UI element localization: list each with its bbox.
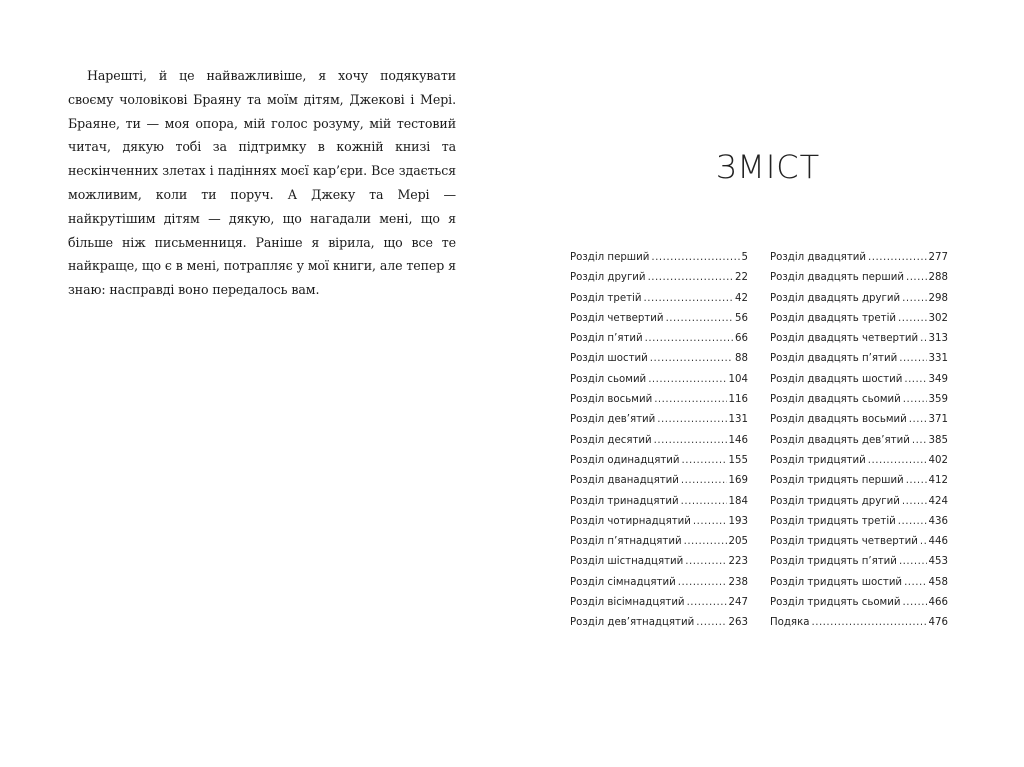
toc-entry-page-number: 288 [928, 272, 948, 284]
toc-entry-page-number: 436 [928, 515, 948, 527]
toc-entry-page-number: 247 [728, 597, 748, 609]
toc-entry-label: Розділ тридцять четвертий [770, 536, 918, 548]
toc-entry-page-number: 412 [928, 475, 948, 487]
toc-dot-leader [684, 536, 727, 547]
toc-entry-label: Розділ двадцять третій [770, 312, 897, 324]
toc-entry-label: Розділ тридцять перший [770, 475, 904, 487]
toc-entry[interactable] [770, 394, 948, 414]
toc-entry[interactable] [570, 475, 748, 495]
toc-entry-label: Розділ п’ятий [570, 333, 643, 345]
toc-entry[interactable] [770, 353, 948, 373]
toc-entry[interactable] [770, 374, 948, 394]
toc-entry[interactable] [770, 597, 948, 617]
toc-entry-page-number: 131 [728, 414, 748, 426]
toc-dot-leader [903, 394, 927, 405]
toc-entry-page-number: 5 [741, 252, 748, 263]
toc-entry[interactable] [570, 617, 748, 637]
toc-entry-label: Розділ тридцять сьомий [770, 597, 901, 609]
toc-entry-page-number: 22 [735, 272, 748, 284]
toc-entry-page-number: 88 [735, 353, 748, 365]
toc-dot-leader [920, 333, 926, 344]
toc-entry-label: Розділ двадцять шостий [770, 373, 903, 385]
toc-entry-page-number: 184 [728, 495, 748, 507]
toc-entry-page-number: 458 [928, 576, 948, 588]
toc-entry[interactable] [770, 313, 948, 333]
toc-entry[interactable] [770, 414, 948, 434]
toc-dot-leader [868, 455, 927, 466]
toc-dot-leader [899, 353, 926, 364]
toc-entry[interactable] [770, 272, 948, 292]
toc-entry-page-number: 193 [728, 515, 748, 527]
toc-dot-leader [902, 496, 927, 507]
toc-dot-leader [650, 353, 733, 364]
toc-dot-leader [651, 252, 739, 263]
toc-entry[interactable] [570, 394, 748, 414]
toc-entry-page-number: 42 [735, 292, 748, 304]
toc-entry[interactable] [570, 333, 748, 353]
toc-entry-label: Розділ п’ятнадцятий [570, 536, 682, 548]
toc-entry-page-number: 371 [928, 414, 948, 426]
acknowledgement-paragraph: Нарешті, й це найважливіше, я хочу подякувати своєму чоловікові Браяну та моїм дітям, Джекові і Мері. Браяне, ти — моя опора, мій голос розуму, мій тестовий читач, дякую тобі за підтримку в кожній книзі та нескінченних злетах і падіннях моєї кар’єри. Все здається можливим, коли ти поруч. А Джеку та Мері — найкрутішим дітям — дякую, що нагадали мені, що я більше ніж письменниця. Раніше я вірила, що все те найкраще, що є в мені, потрапляє у мої книги, але тепер я знаю: насправді воно передалось вам. [68, 68, 456, 298]
toc-entry-page-number: 277 [928, 252, 948, 263]
toc-entry-page-number: 205 [728, 536, 748, 548]
toc-entry-page-number: 424 [928, 495, 948, 507]
toc-entry[interactable] [770, 475, 948, 495]
toc-entry-label: Розділ двадцять сьомий [770, 394, 901, 406]
toc-entry-page-number: 298 [928, 292, 948, 304]
toc-entry[interactable] [570, 414, 748, 434]
toc-dot-leader [868, 252, 927, 263]
toc-dot-leader [687, 597, 727, 608]
toc-column-right [770, 252, 948, 638]
toc-entry-page-number: 263 [728, 617, 748, 629]
toc-dot-leader [681, 475, 727, 486]
toc-dot-leader [657, 414, 726, 425]
toc-entry[interactable] [770, 293, 948, 313]
toc-entry-label: Розділ двадцять дев’ятий [770, 434, 910, 446]
toc-entry-label: Розділ перший [570, 252, 650, 263]
toc-entry-page-number: 116 [728, 394, 748, 406]
toc-dot-leader [666, 313, 733, 324]
toc-entry[interactable] [770, 435, 948, 455]
right-page [512, 0, 1024, 767]
toc-dot-leader [904, 577, 926, 588]
toc-dot-leader [696, 617, 726, 628]
toc-entry-page-number: 56 [735, 312, 748, 324]
toc-entry[interactable] [770, 455, 948, 475]
toc-entry-page-number: 313 [928, 333, 948, 345]
toc-entry[interactable] [570, 536, 748, 556]
toc-entry[interactable] [570, 353, 748, 373]
toc-dot-leader [654, 394, 726, 405]
toc-dot-leader [906, 475, 927, 486]
toc-dot-leader [685, 556, 726, 567]
toc-entry-label: Розділ дев’ятнадцятий [570, 617, 695, 629]
toc-dot-leader [654, 435, 727, 446]
toc-entry[interactable] [770, 252, 948, 272]
toc-entry[interactable] [570, 435, 748, 455]
toc-dot-leader [898, 313, 927, 324]
toc-entry-label: Розділ двадцять п’ятий [770, 353, 898, 365]
toc-entry-page-number: 66 [735, 333, 748, 345]
toc-entry-page-number: 331 [928, 353, 948, 365]
toc-title: ЗМІСТ [715, 148, 821, 186]
toc-entry-label: Розділ двадцять перший [770, 272, 904, 284]
toc-entry[interactable] [570, 455, 748, 475]
toc-entry[interactable] [570, 516, 748, 536]
toc-entry-label: Розділ дванадцятий [570, 475, 679, 487]
toc-entry[interactable] [770, 516, 948, 536]
toc-dot-leader [643, 293, 733, 304]
toc-entry[interactable] [570, 556, 748, 576]
toc-entry[interactable] [570, 252, 748, 272]
toc-dot-leader [920, 536, 927, 547]
toc-entry[interactable] [770, 333, 948, 353]
toc-entry-label: Розділ двадцять другий [770, 292, 901, 304]
toc-entry-page-number: 446 [928, 536, 948, 548]
toc-entry-label: Розділ двадцять восьмий [770, 414, 907, 426]
toc-entry-label: Розділ шістнадцятий [570, 556, 684, 568]
toc-entry-page-number: 223 [728, 556, 748, 568]
toc-entry[interactable] [570, 374, 748, 394]
toc-dot-leader [648, 272, 733, 283]
toc-dot-leader [898, 516, 927, 527]
toc-entry-label: Розділ дев’ятий [570, 414, 656, 426]
toc-entry-label: Розділ десятий [570, 434, 652, 446]
toc-entry[interactable] [770, 577, 948, 597]
toc-entry-label: Розділ тридцять п’ятий [770, 556, 897, 568]
toc-entry[interactable] [570, 496, 748, 516]
toc-dot-leader [693, 516, 727, 527]
toc-dot-leader [906, 272, 927, 283]
toc-entry-page-number: 302 [928, 312, 948, 324]
toc-entry-label: Розділ тридцять шостий [770, 576, 903, 588]
toc-dot-leader [904, 374, 926, 385]
toc-entry[interactable] [770, 496, 948, 516]
toc-entry-page-number: 349 [928, 373, 948, 385]
toc-dot-leader [645, 333, 733, 344]
toc-entry[interactable] [770, 617, 948, 637]
toc-dot-leader [899, 556, 927, 567]
toc-entry[interactable] [570, 293, 748, 313]
toc-entry-label: Розділ восьмий [570, 394, 653, 406]
toc-entry[interactable] [570, 313, 748, 333]
toc-entry[interactable] [770, 536, 948, 556]
toc-entry-page-number: 155 [728, 454, 748, 466]
toc-dot-leader [903, 597, 927, 608]
toc-dot-leader [678, 577, 727, 588]
toc-dot-leader [648, 374, 726, 385]
toc-entry-page-number: 385 [928, 434, 948, 446]
toc-entry-page-number: 146 [728, 434, 748, 446]
toc-entry-page-number: 453 [928, 556, 948, 568]
toc-entry-page-number: 359 [928, 394, 948, 406]
toc-entry-label: Розділ тридцять другий [770, 495, 900, 507]
toc-entry-label: Розділ другий [570, 272, 646, 284]
toc-entry-label: Розділ двадцятий [770, 252, 866, 263]
toc-entry-page-number: 169 [728, 475, 748, 487]
toc-entry-label: Розділ чотирнадцятий [570, 515, 691, 527]
toc-entry-label: Розділ третій [570, 292, 642, 304]
toc-entry-page-number: 476 [928, 617, 948, 629]
toc-entry-label: Розділ сьомий [570, 373, 647, 385]
toc-entry-label: Розділ тридцять третій [770, 515, 896, 527]
toc-column-left [570, 252, 748, 638]
toc-dot-leader [811, 617, 926, 628]
toc-entry-label: Розділ шостий [570, 353, 648, 365]
toc-entry-label: Розділ тридцятий [770, 454, 866, 466]
toc-entry-label: Розділ вісімнадцятий [570, 597, 685, 609]
toc-dot-leader [681, 496, 727, 507]
toc-dot-leader [912, 435, 927, 446]
toc-entry[interactable] [570, 597, 748, 617]
toc-dot-leader [909, 414, 927, 425]
toc-dot-leader [682, 455, 727, 466]
toc-entry-label: Розділ четвертий [570, 312, 664, 324]
toc-entry-label: Розділ тринадцятий [570, 495, 679, 507]
toc-entry-page-number: 402 [928, 454, 948, 466]
toc-entry-page-number: 466 [928, 597, 948, 609]
toc-entry-page-number: 104 [728, 373, 748, 385]
toc-entry[interactable] [570, 272, 748, 292]
toc-entry[interactable] [570, 577, 748, 597]
toc-entry-label: Розділ двадцять четвертий [770, 333, 919, 345]
toc-entry[interactable] [770, 556, 948, 576]
toc-entry-label: Розділ одинадцятий [570, 454, 680, 466]
toc-entry-label: Подяка [770, 617, 810, 629]
toc-dot-leader [902, 293, 926, 304]
toc-entry-label: Розділ сімнадцятий [570, 576, 676, 588]
toc-entry-page-number: 238 [728, 576, 748, 588]
